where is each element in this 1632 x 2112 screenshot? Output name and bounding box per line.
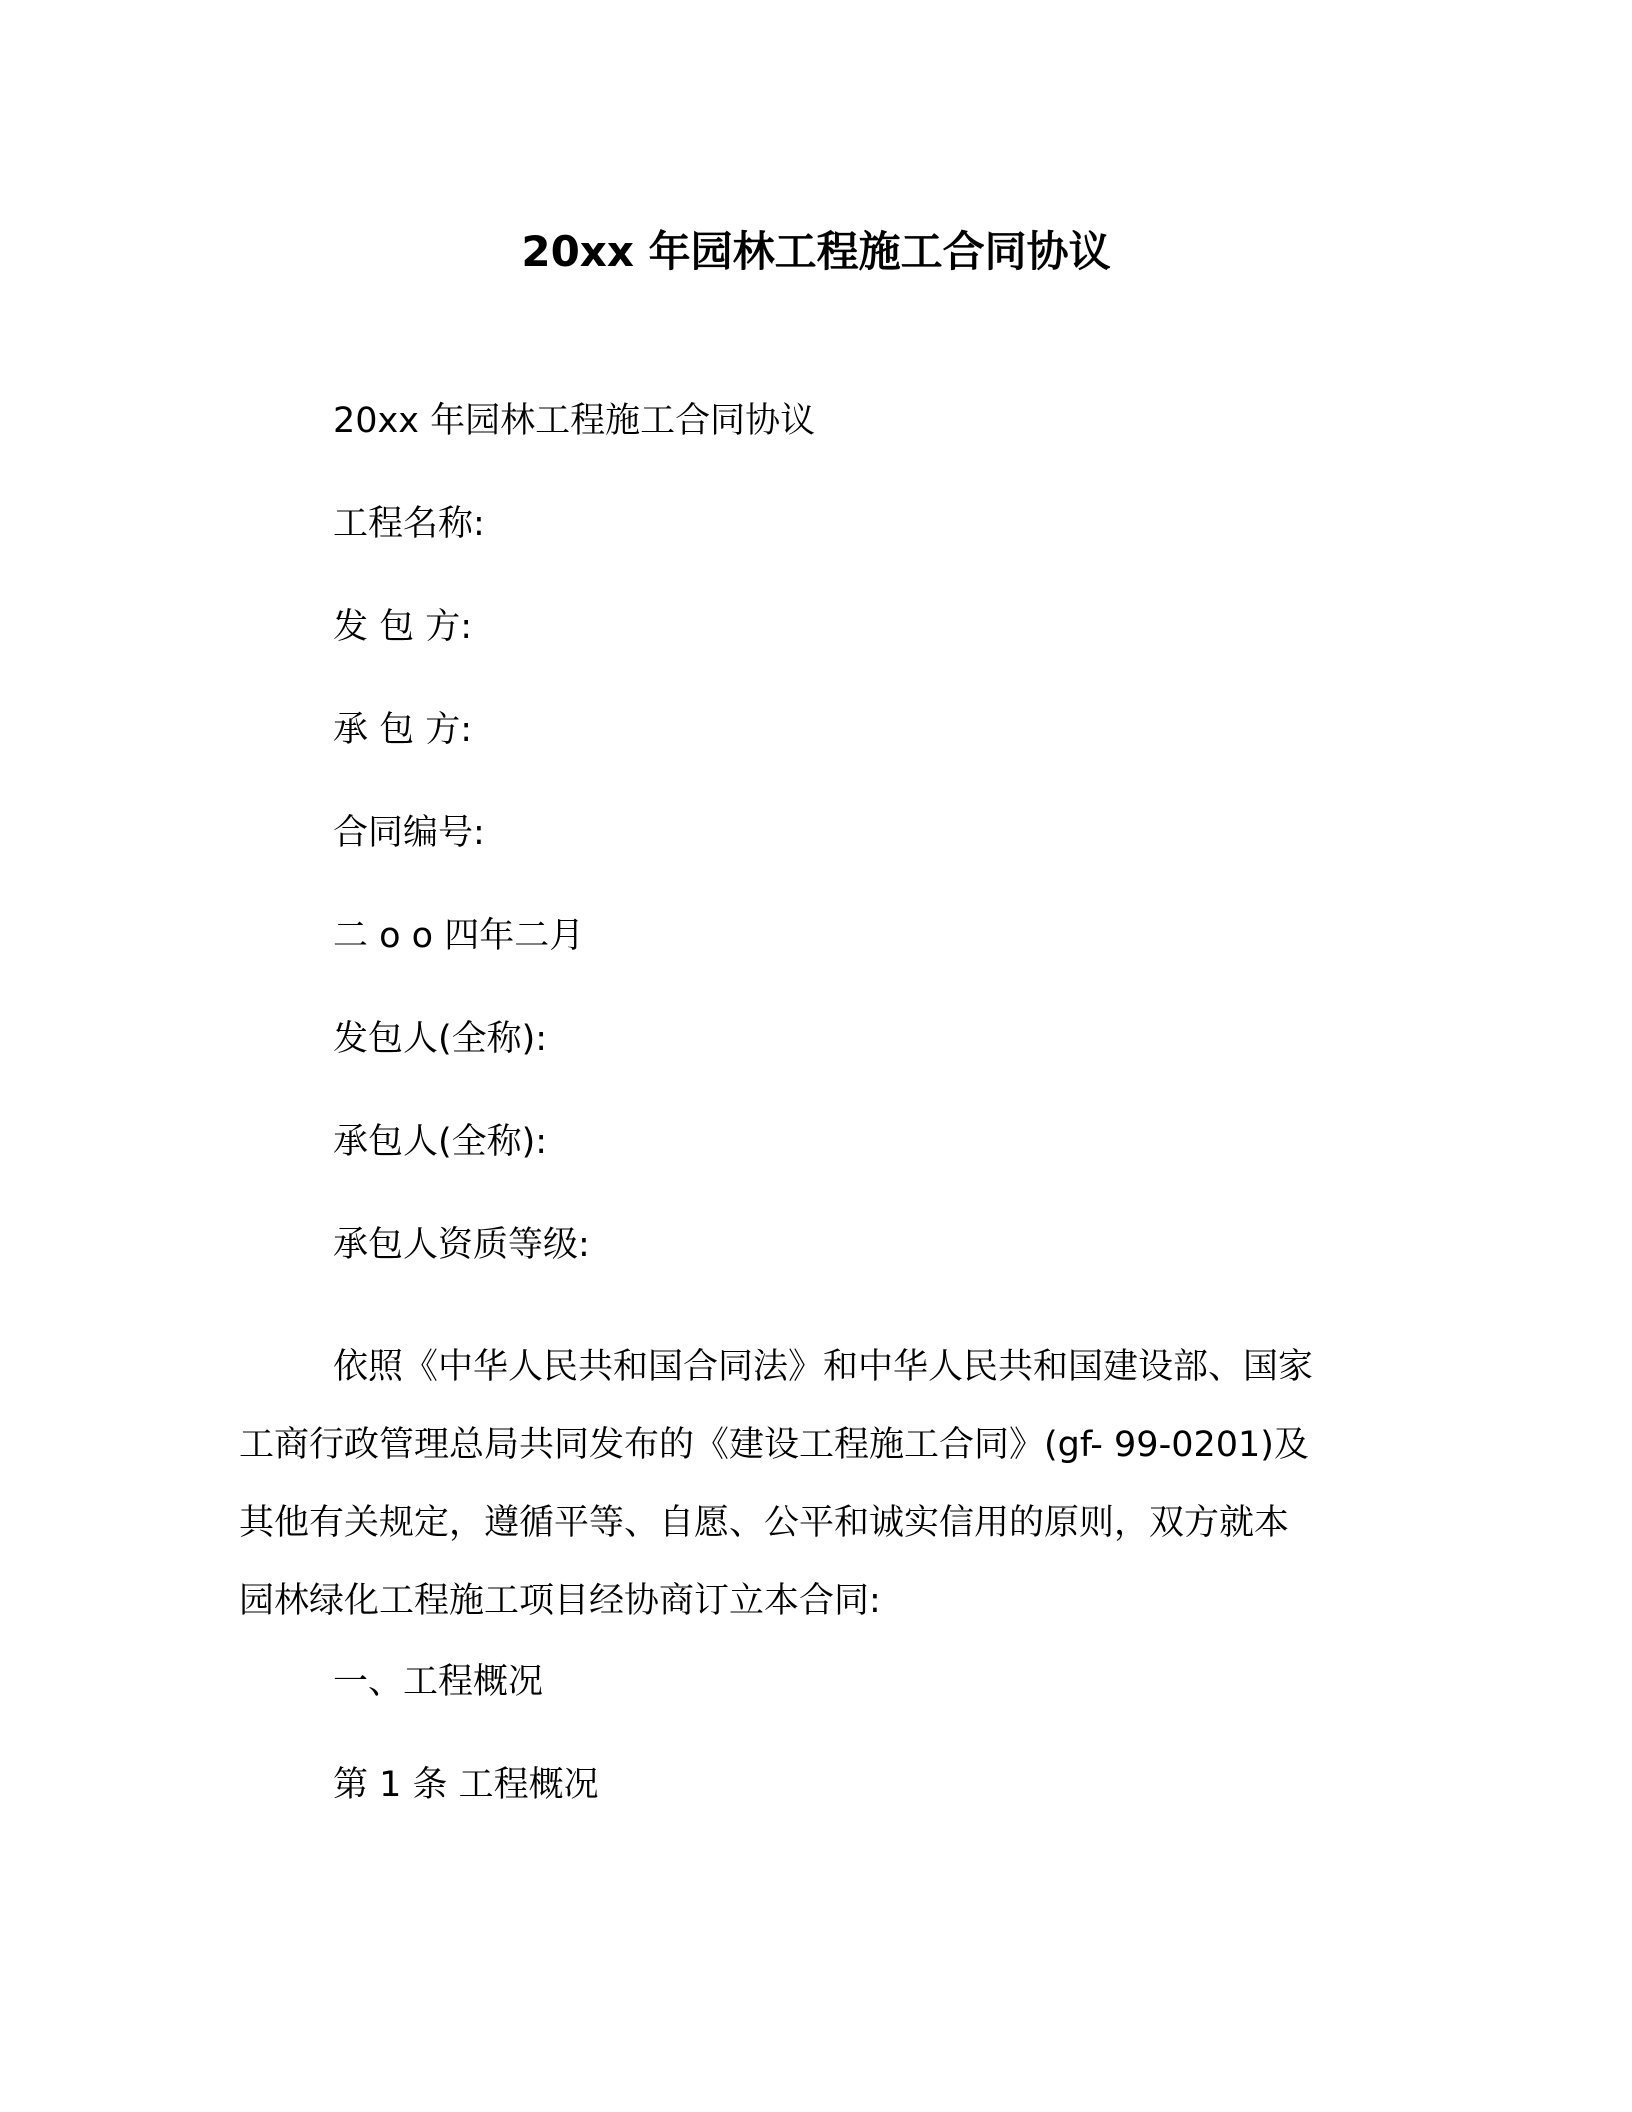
intro-line: 其他有关规定，遵循平等、自愿、公平和诚实信用的原则，双方就本 (239, 1503, 1290, 1543)
employer-label: 发 包 方: (333, 607, 473, 647)
intro-line: 依照《中华人民共和国合同法》和中华人民共和国建设部、国家 (333, 1347, 1314, 1387)
employer-fullname-label: 发包人(全称): (333, 1019, 548, 1059)
contractor-label: 承 包 方: (333, 710, 473, 750)
contract-date: 二 o o 四年二月 (333, 916, 585, 956)
section-heading: 一、工程概况 (333, 1662, 544, 1702)
intro-line: 园林绿化工程施工项目经协商订立本合同: (239, 1581, 881, 1621)
contractor-qualification-label: 承包人资质等级: (333, 1225, 590, 1265)
intro-paragraph (239, 1328, 1379, 1640)
intro-line: 工商行政管理总局共同发布的《建设工程施工合同》(gf- 99-0201)及 (239, 1425, 1309, 1465)
contractor-fullname-label: 承包人(全称): (333, 1122, 548, 1162)
cover-title: 20xx 年园林工程施工合同协议 (333, 401, 816, 441)
document-title: 20xx 年园林工程施工合同协议 (521, 227, 1111, 276)
article-heading: 第 1 条 工程概况 (333, 1765, 599, 1805)
contract-number-label: 合同编号: (333, 813, 485, 853)
project-name-label: 工程名称: (333, 504, 485, 544)
